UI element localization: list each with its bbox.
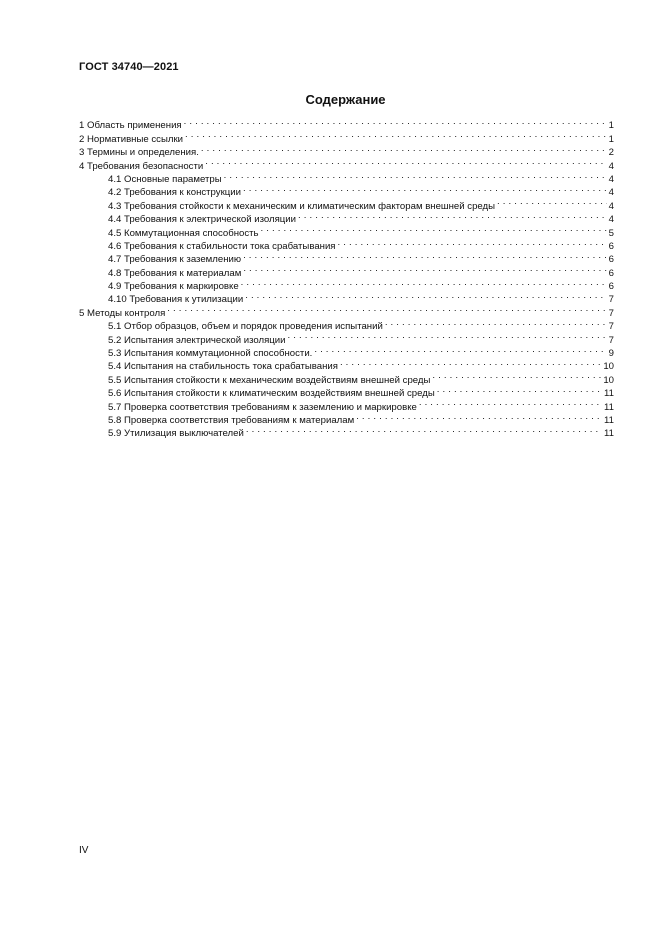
toc-entry-page: 7 <box>608 334 614 346</box>
toc-entry-page: 6 <box>608 281 614 293</box>
toc-entry-label: 5.7 Проверка соответствия требованиям к заземлению и маркировке <box>108 401 417 413</box>
toc-entry-label: 5.3 Испытания коммутационной способности. <box>108 348 313 360</box>
toc-entry-label: 4.9 Требования к маркировке <box>108 281 239 293</box>
toc-leader-dots <box>356 410 602 423</box>
toc-leader-dots <box>241 276 607 289</box>
toc-entry-page: 5 <box>608 227 614 239</box>
toc-entry-label: 4.1 Основные параметры <box>108 173 222 185</box>
toc-leader-dots <box>245 289 606 302</box>
toc-entry-label: 5.9 Утилизация выключателей <box>108 428 244 440</box>
toc-entry-page: 4 <box>608 173 614 185</box>
toc-entry-page: 9 <box>608 348 614 360</box>
toc-leader-dots <box>314 343 606 356</box>
toc-leader-dots <box>288 329 607 342</box>
toc-entry-page: 1 <box>608 120 614 132</box>
toc-entry-page: 11 <box>604 388 614 400</box>
toc-entry-label: 4.7 Требования к заземлению <box>108 254 242 266</box>
toc-entry-page: 4 <box>608 160 614 172</box>
toc-entry-page: 4 <box>608 187 614 199</box>
toc-leader-dots <box>385 316 607 329</box>
toc-leader-dots <box>261 222 607 235</box>
toc-entry-label: 5.2 Испытания электрической изоляции <box>108 334 286 346</box>
toc-entry-label: 1 Область применения <box>79 120 182 132</box>
toc-entry-label: 4 Требования безопасности <box>79 160 204 172</box>
toc-leader-dots <box>340 356 601 369</box>
toc-entry-label: 4.4 Требования к электрической изоляции <box>108 214 297 226</box>
toc-leader-dots <box>338 236 607 249</box>
toc-entry-label: 5.1 Отбор образцов, объем и порядок проведения испытаний <box>108 321 383 333</box>
toc-leader-dots <box>298 209 607 222</box>
toc-entry-page: 10 <box>603 374 614 386</box>
toc-leader-dots <box>437 383 602 396</box>
toc-leader-dots <box>185 128 607 141</box>
toc-leader-dots <box>201 142 607 155</box>
toc-entry-label: 4.8 Требования к материалам <box>108 267 242 279</box>
toc-leader-dots <box>224 169 607 182</box>
table-of-contents <box>79 115 614 440</box>
toc-leader-dots <box>167 302 606 315</box>
toc-entry-label: 5.5 Испытания стойкости к механическим воздействиям внешней среды <box>108 374 431 386</box>
toc-entry-page: 7 <box>608 321 614 333</box>
toc-title: Содержание <box>305 92 386 107</box>
toc-entry-label: 4.6 Требования к стабильности тока срабатывания <box>108 240 336 252</box>
toc-entry-page: 6 <box>608 240 614 252</box>
toc-entry-page: 11 <box>604 428 614 440</box>
page-number: IV <box>79 845 89 856</box>
toc-entry-page: 2 <box>608 147 614 159</box>
toc-entry-label: 4.5 Коммутационная способность <box>108 227 259 239</box>
toc-entry-page: 7 <box>608 294 614 306</box>
toc-leader-dots <box>243 249 607 262</box>
toc-leader-dots <box>246 423 602 436</box>
toc-entry-label: 4.3 Требования стойкости к механическим и климатическим факторам внешней среды <box>108 200 496 212</box>
toc-entry-page: 10 <box>603 361 614 373</box>
toc-entry-page: 4 <box>608 214 614 226</box>
toc-entry-page: 7 <box>608 307 614 319</box>
toc-entry-label: 4.2 Требования к конструкции <box>108 187 241 199</box>
toc-leader-dots <box>205 155 606 168</box>
toc-entry-page: 11 <box>604 401 614 413</box>
toc-entry-label: 4.10 Требования к утилизации <box>108 294 244 306</box>
document-code: ГОСТ 34740—2021 <box>79 61 179 73</box>
toc-entry-label: 5.6 Испытания стойкости к климатическим воздействиям внешней среды <box>108 388 435 400</box>
toc-entry-page: 6 <box>608 267 614 279</box>
toc-entry-label: 5 Методы контроля <box>79 307 166 319</box>
toc-leader-dots <box>243 262 606 275</box>
toc-leader-dots <box>419 396 602 409</box>
toc-entry-label: 5.4 Испытания на стабильность тока срабатывания <box>108 361 338 373</box>
toc-entry-page: 11 <box>604 414 614 426</box>
toc-entry-page: 4 <box>608 200 614 212</box>
toc-leader-dots <box>243 182 607 195</box>
toc-entry[interactable] <box>79 115 614 132</box>
toc-entry-label: 3 Термины и определения. <box>79 147 199 159</box>
toc-entry-page: 1 <box>608 133 614 145</box>
toc-leader-dots <box>497 195 607 208</box>
toc-leader-dots <box>432 369 601 382</box>
toc-leader-dots <box>184 115 607 128</box>
toc-entry-page: 6 <box>608 254 614 266</box>
toc-entry-label: 2 Нормативные ссылки <box>79 133 184 145</box>
toc-entry-label: 5.8 Проверка соответствия требованиям к материалам <box>108 414 355 426</box>
